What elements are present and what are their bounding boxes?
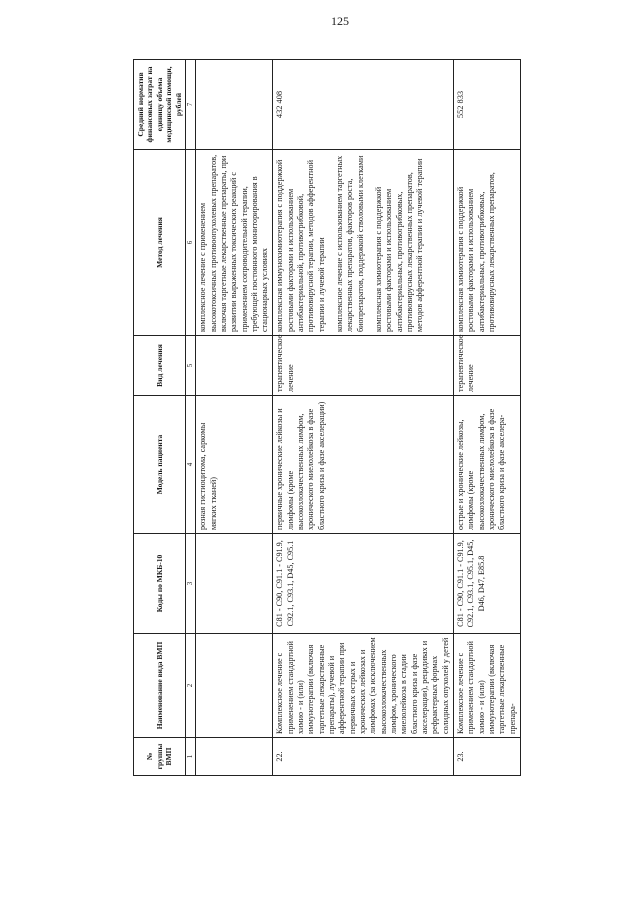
- continuation-method-cell: комплексное лечение с применением высокотоксичных противоопухолевых препаратов, включая таргетные лекарственные препараты, при развитии выраженных токсических реакций с применением сопроводительной терапии, требующей постоянного мониторирования в стационарных условиях: [196, 150, 273, 336]
- header-treatment-type: Вид лечения: [134, 336, 186, 396]
- continuation-row: [196, 60, 273, 776]
- header-icd-codes: Коды по МКБ-10: [134, 534, 186, 634]
- header-vmp-name: Наименование вида ВМП: [134, 634, 186, 738]
- header-group-number: № группы ВМП: [134, 738, 186, 776]
- index-cell: 4: [186, 396, 196, 534]
- table-row: [454, 60, 521, 776]
- index-cell: 2: [186, 634, 196, 738]
- page-number: 125: [331, 14, 349, 28]
- row-number: 22.: [273, 738, 454, 776]
- method-item: комплексное лечение с использованием таргетных лекарственных препаратов, факторов роста, биопрепаратов, поддержкой стволовыми клетками: [335, 155, 365, 332]
- table-row: [273, 60, 454, 776]
- row-number: 23.: [454, 738, 521, 776]
- row-cost: 432 408: [273, 60, 454, 150]
- row-treatment-type: терапевтическое лечение: [273, 336, 454, 396]
- index-cell: 6: [186, 150, 196, 336]
- vmp-table: [133, 59, 521, 776]
- row-icd-codes: C81 - C90, C91.1 - C91.9, C92.1, C93.1, D45, C95.1: [273, 534, 454, 634]
- table-header-row: [134, 60, 186, 776]
- header-treatment-method: Метод лечения: [134, 150, 186, 336]
- row-treatment-type: терапевтическое лечение: [454, 336, 521, 396]
- row-vmp-name: Комплексное лечение с применением стандартной химио - и (или) иммунотерапии (включая таргетные лекарственные препараты), лучевой и афферентной терапии при первичных острых и хронических лейкозах и лимфомах (за исключением высокозлокачественных лимфом, хронического миелолейкоза в стадии бластного криза и фазе акселерации), рецидивах и рефрактерных формах солидных опухолей у детей: [273, 634, 454, 738]
- header-cost: Средний норматив финансовых затрат на единицу объема медицинской помощи, рублей: [134, 60, 186, 150]
- row-patient-model: острые и хронические лейкозы, лимфомы (кроме высокозлокачественных лимфом, хронического миелолейкоза в фазе бластного криза и фазе акселера-: [454, 396, 521, 534]
- row-cost: 552 833: [454, 60, 521, 150]
- rotated-table-stage: [115, 38, 535, 798]
- index-cell: 1: [186, 738, 196, 776]
- header-patient-model: Модель пациента: [134, 396, 186, 534]
- row-icd-codes: C81 - C90, C91.1 - C91.9, C92.1, C93.1, C95.1, D45, D46, D47, E85.8: [454, 534, 521, 634]
- row-treatment-method: [273, 150, 454, 336]
- method-item: комплексная химиотерапия с поддержкой ростовыми факторами и использованием антибактериальных, противогрибковых, противовирусных лекарственных препаратов, методов афферентной терапии и лучевой терапии: [374, 158, 425, 332]
- index-cell: 3: [186, 534, 196, 634]
- row-patient-model: первичные хронические лейкозы и лимфомы (кроме высокозлокачественных лимфом, хронического миелолейкоза в фазе бластного криза и фазе акселерации): [273, 396, 454, 534]
- continuation-model-cell: розная гистиоцитома, саркомы мягких тканей): [196, 396, 273, 534]
- index-cell: 7: [186, 60, 196, 150]
- row-vmp-name: Комплексное лечение с применением стандартной химио - и (или) иммунотерапии (включая таргетные лекарственные препара-: [454, 634, 521, 738]
- row-treatment-method: комплексная химиотерапия с поддержкой ростовыми факторами и использованием антибактериальных, противогрибковых, противовирусных лекарственных препаратов,: [454, 150, 521, 336]
- column-index-row: [186, 60, 196, 776]
- method-item: комплексная иммунохимиотерапия с поддержкой ростовыми факторами и использованием антибактериальной, противогрибковой, противовирусной терапии, методов афферентной терапии и лучевой терапии: [275, 159, 326, 332]
- index-cell: 5: [186, 336, 196, 396]
